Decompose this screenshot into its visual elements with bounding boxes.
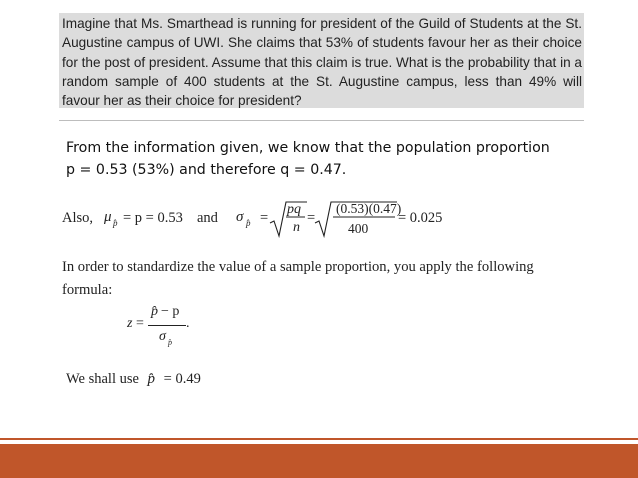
info-line-2: p = 0.53 (53%) and therefore q = 0.47. — [66, 162, 347, 178]
z-equals: z = — [127, 316, 144, 331]
sample-size-denominator: 400 — [348, 221, 369, 236]
p-hat-symbol: p̂ — [151, 304, 158, 319]
shall-use-value: = 0.49 — [163, 371, 201, 387]
sigma-denominator: σ — [159, 329, 166, 344]
problem-statement: Imagine that Ms. Smarthead is running for president of the Guild of Students at the St. Augustine campus of UWI. She claims that 53% of students favour her as their choice for the post of president. Assume that this claim is true. What is the probability that in a random sample of 400 students at the St. Augustine campus, less than 49% will favour her as their choice for president? — [62, 16, 582, 109]
fraction-bar — [148, 325, 186, 326]
shall-use-prefix: We shall use — [66, 371, 139, 387]
info-line-1: From the information given, we know that the population proportion — [66, 140, 550, 156]
info-paragraph — [66, 137, 581, 181]
footer-bar — [0, 444, 638, 478]
equals-1: = — [260, 210, 269, 226]
also-label: Also, — [62, 210, 94, 226]
pq-numerator: pq — [287, 202, 301, 217]
sigma-denominator-subscript: p̂ — [168, 338, 172, 347]
product-numerator: (0.53)(0.47) — [336, 201, 402, 216]
shall-use-line — [66, 371, 201, 388]
divider — [59, 120, 584, 121]
numerator-rest: − p — [161, 304, 180, 319]
standardize-paragraph: In order to standardize the value of a sample proportion, you apply the following formula: — [62, 259, 534, 298]
p-hat-variable: p̂ — [147, 371, 156, 387]
z-eq-sign: = — [135, 316, 144, 331]
equals-2: = — [307, 210, 316, 226]
sigma-symbol: σ — [236, 209, 244, 225]
sigma-subscript: p̂ — [246, 218, 251, 228]
mu-equals: = p = 0.53 — [123, 210, 183, 226]
footer-accent-line — [0, 438, 638, 440]
mu-subscript: p̂ — [113, 218, 118, 228]
and-label: and — [197, 210, 218, 226]
formula-period: . — [186, 316, 190, 331]
n-denominator: n — [293, 220, 300, 235]
mu-symbol: μ — [104, 209, 112, 225]
sigma-result: = 0.025 — [398, 210, 443, 226]
